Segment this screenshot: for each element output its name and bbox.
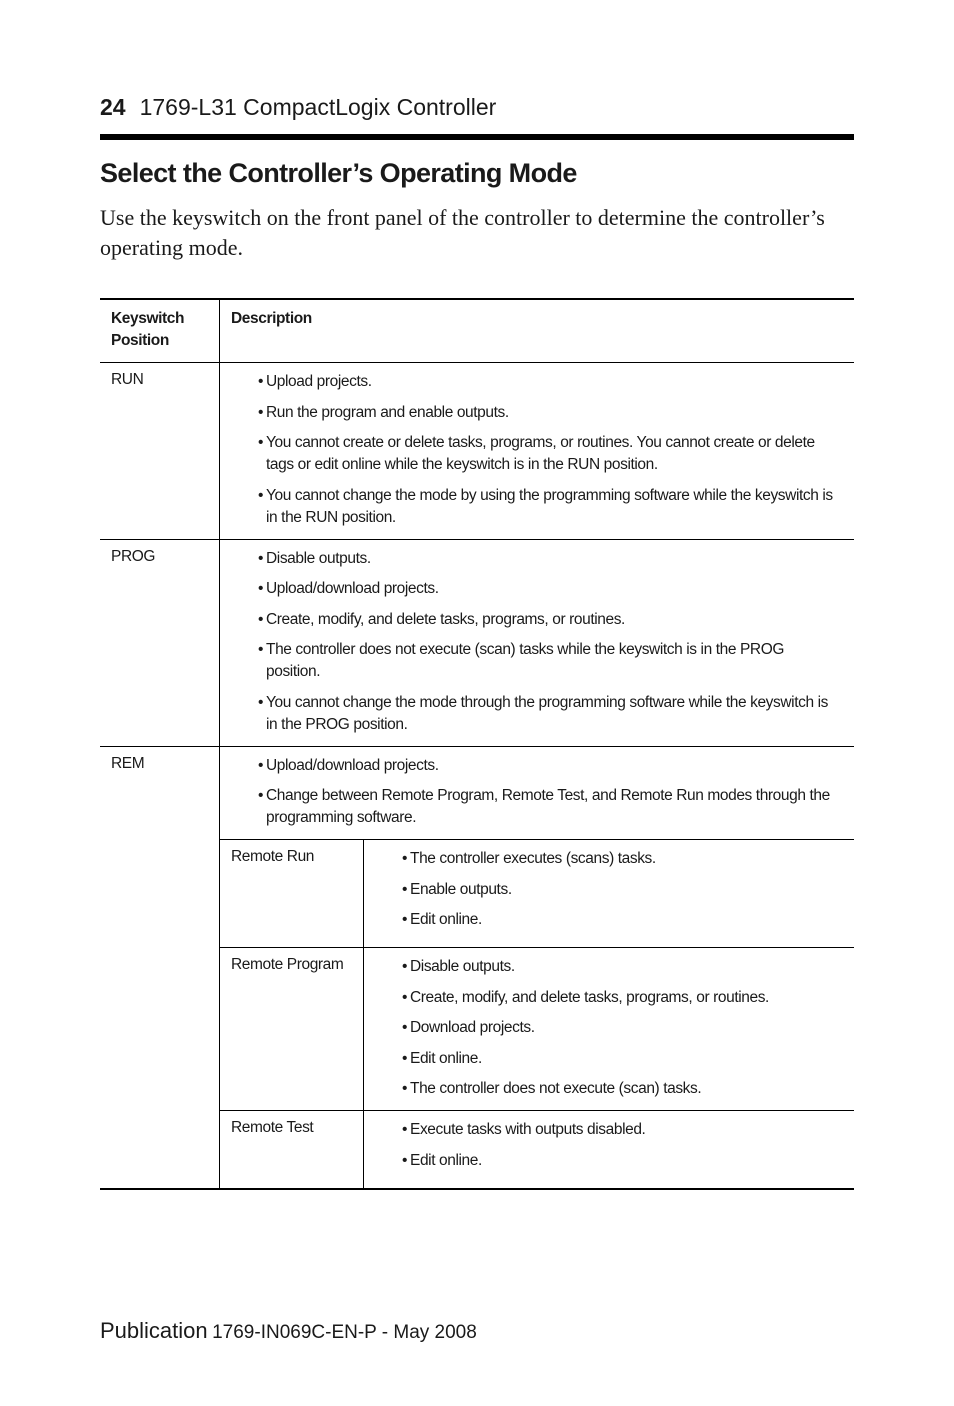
list-item: • Change between Remote Program, Remote Test, and Remote Run modes through the programming software.: [258, 787, 830, 826]
mode-row-remote-test: [220, 1111, 854, 1188]
mode-description: [364, 1111, 855, 1188]
header-rule: [100, 134, 854, 140]
footer-label: Publication: [100, 1318, 208, 1343]
description-prog: [220, 539, 855, 746]
list-item: • Disable outputs.: [402, 958, 515, 975]
list-item: • Upload projects.: [258, 373, 372, 390]
list-item: • Create, modify, and delete tasks, programs, or routines.: [402, 988, 769, 1006]
description-run: [220, 363, 855, 540]
running-title: 1769-L31 CompactLogix Controller: [139, 94, 497, 120]
footer: [100, 1318, 477, 1344]
list-item: • The controller does not execute (scan) tasks while the keyswitch is in the PROG position.: [258, 641, 785, 680]
mode-name: Remote Run: [220, 840, 364, 948]
list-item: • Edit online.: [402, 1151, 482, 1169]
list-item: • You cannot change the mode through the programming software while the keyswitch is in the PROG position.: [258, 693, 828, 733]
bullet-list: [364, 1119, 854, 1172]
bullet-list: [220, 371, 854, 529]
list-item: • Edit online.: [402, 911, 482, 928]
list-item: • Execute tasks with outputs disabled.: [402, 1121, 646, 1138]
section-title: Select the Controller’s Operating Mode: [100, 158, 577, 188]
publication-number: 1769-IN069C-EN-P - May 2008: [212, 1322, 477, 1343]
remote-modes-table: [220, 839, 854, 1188]
mode-name: Remote Program: [220, 948, 364, 1111]
page-number: 24: [100, 94, 126, 120]
list-item: • You cannot change the mode by using the programming software while the keyswitch is in the RUN position.: [258, 486, 833, 526]
mode-description: [364, 948, 855, 1111]
position-rem: REM: [100, 746, 220, 1189]
list-item: • The controller does not execute (scan) tasks.: [402, 1080, 702, 1097]
table-row-run: [100, 363, 854, 540]
bullet-list: [364, 956, 854, 1100]
list-item: • Edit online.: [402, 1049, 482, 1067]
bullet-list: [220, 548, 854, 736]
header-keyswitch-position: Keyswitch Position: [100, 299, 220, 363]
list-item: • Disable outputs.: [258, 549, 371, 567]
running-header: [100, 94, 854, 121]
bullet-list: [220, 755, 854, 830]
mode-description: [364, 840, 855, 948]
list-item: • Run the program and enable outputs.: [258, 403, 509, 421]
position-run: RUN: [100, 363, 220, 540]
list-item: • You cannot create or delete tasks, programs, or routines. You cannot create or delete tags or edit online while the keyswitch is in the RUN position.: [258, 434, 815, 473]
list-item: • Enable outputs.: [402, 880, 512, 898]
table-row-prog: [100, 539, 854, 746]
description-rem: [220, 746, 855, 1189]
keyswitch-table: [100, 298, 854, 1190]
mode-row-remote-program: [220, 948, 854, 1111]
table-row-rem: [100, 746, 854, 1189]
intro-paragraph: Use the keyswitch on the front panel of the controller to determine the controller’s operating mode.: [100, 205, 825, 260]
list-item: • The controller executes (scans) tasks.: [402, 850, 656, 867]
position-prog: PROG: [100, 539, 220, 746]
mode-name: Remote Test: [220, 1111, 364, 1188]
list-item: • Upload/download projects.: [258, 756, 439, 774]
header-description: Description: [220, 299, 855, 363]
table-header-row: [100, 299, 854, 363]
bullet-list: [364, 848, 854, 931]
list-item: • Download projects.: [402, 1019, 535, 1036]
mode-row-remote-run: [220, 840, 854, 948]
list-item: • Create, modify, and delete tasks, programs, or routines.: [258, 610, 625, 628]
list-item: • Upload/download projects.: [258, 580, 439, 597]
